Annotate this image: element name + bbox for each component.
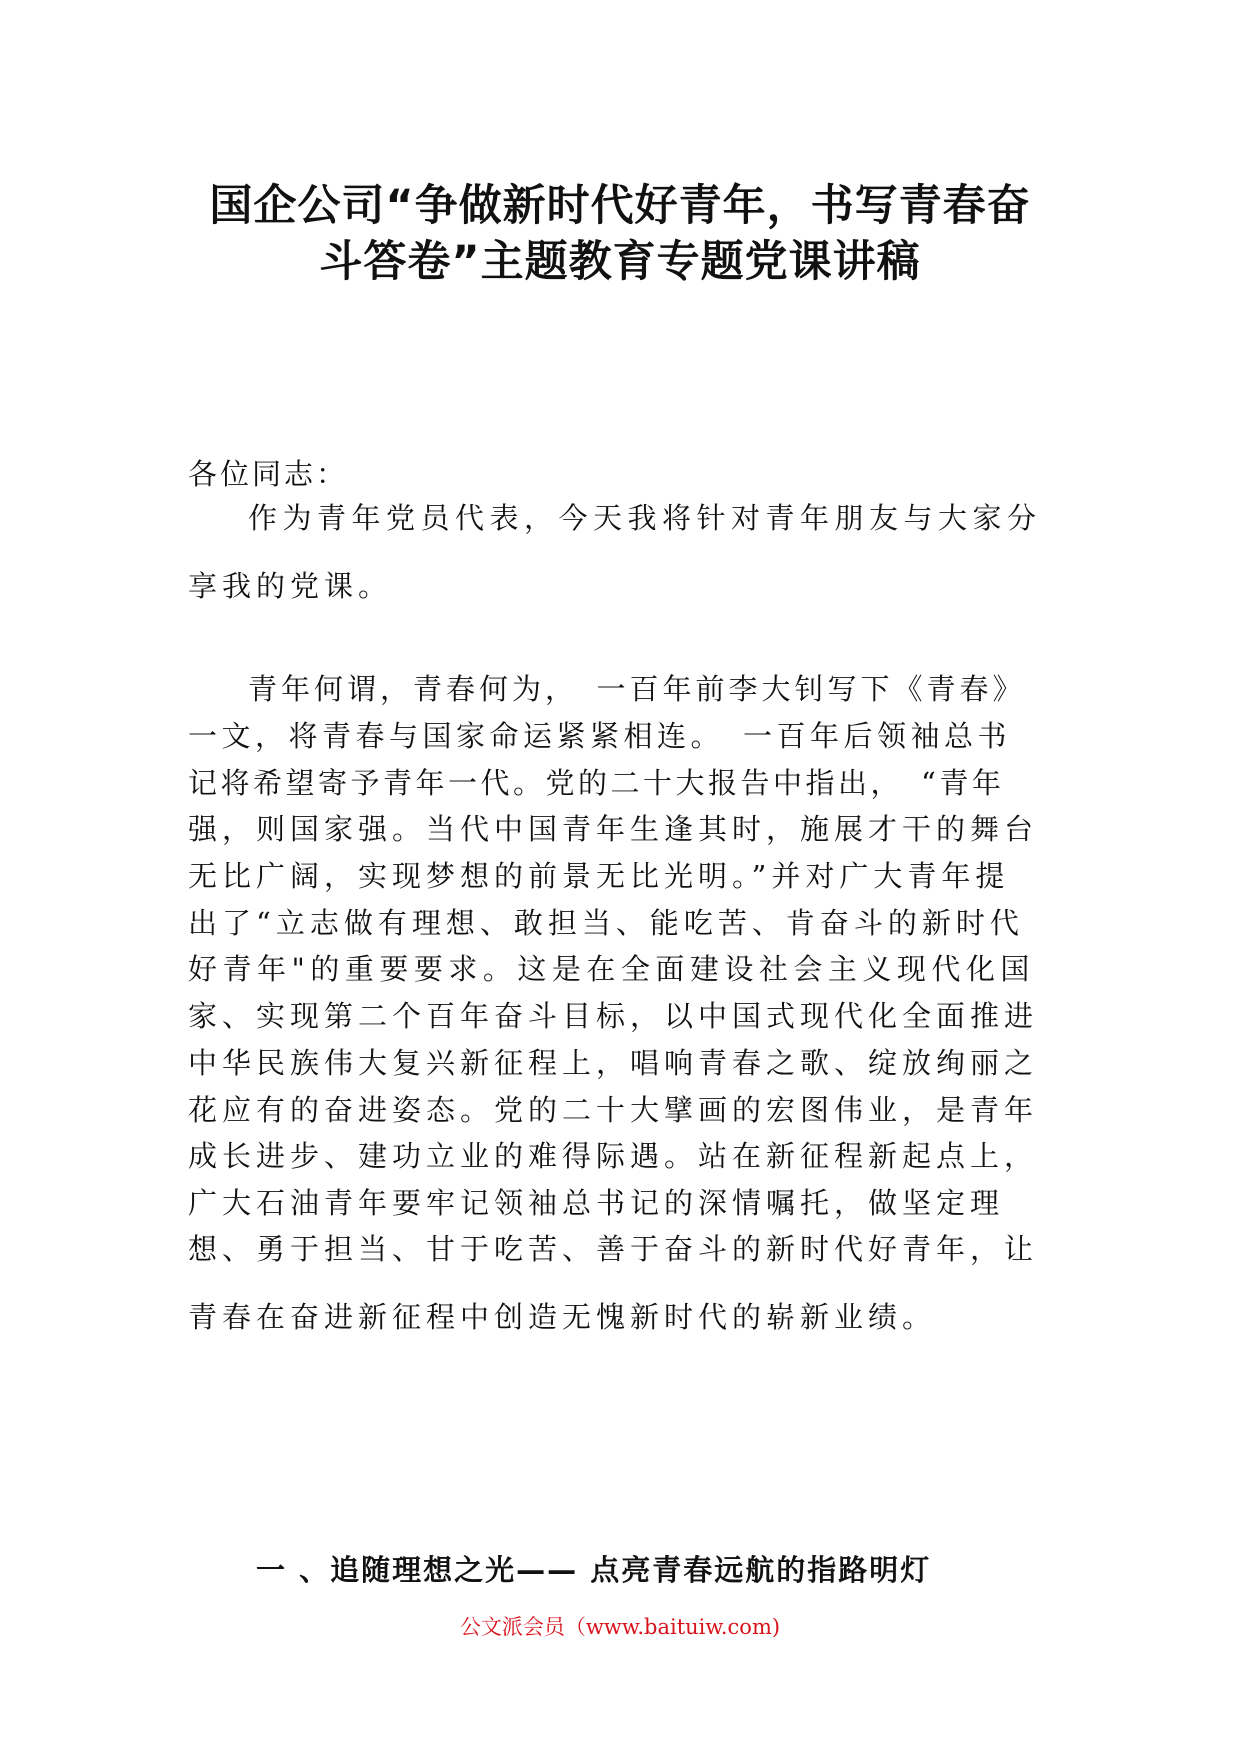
paragraph-2-line-2: 一文，将青春与国家命运紧紧相连。 一百年后领袖总书 (188, 719, 1012, 753)
section-heading: 一 、追随理想之光—— 点亮青春远航的指路明灯 (256, 1553, 932, 1587)
paragraph-2-line-6: 出了“立志做有理想、敢担当、能吃苦、肯奋斗的新时代 (188, 906, 1024, 940)
paragraph-2-line-10: 花应有的奋进姿态。党的二十大擘画的宏图伟业，是青年 (188, 1093, 1039, 1127)
paragraph-2-line-1: 青年何谓，青春何为， 一百年前李大钊写下《青春》 (248, 672, 1026, 706)
paragraph-2-line-3: 记将希望寄予青年一代。党的二十大报告中指出， “青年 (188, 766, 1005, 800)
paragraph-2-line-4: 强，则国家强。当代中国青年生逢其时，施展才干的舞台 (188, 812, 1039, 846)
paragraph-2-line-9: 中华民族伟大复兴新征程上，唱响青春之歌、绽放绚丽之 (188, 1046, 1039, 1080)
paragraph-1-line-1: 作为青年党员代表，今天我将针对青年朋友与大家分 (248, 501, 1042, 535)
paragraph-2-line-13: 想、勇于担当、甘于吃苦、善于奋斗的新时代好青年，让 (188, 1232, 1039, 1266)
title-line-1: 国企公司“争做新时代好青年，书写青春奋 (209, 181, 1031, 231)
paragraph-2-line-7: 好青年"的重要要求。这是在全面建设社会主义现代化国 (188, 952, 1035, 986)
paragraph-1-line-2: 享我的党课。 (188, 569, 393, 603)
document-title (180, 178, 1060, 290)
paragraph-2-line-5: 无比广阔，实现梦想的前景无比光明。”并对广大青年提 (188, 859, 1010, 893)
paragraph-2-line-11: 成长进步、建功立业的难得际遇。站在新征程新起点上， (188, 1139, 1039, 1173)
paragraph-2-line-8: 家、实现第二个百年奋斗目标，以中国式现代化全面推进 (188, 999, 1039, 1033)
paragraph-2-line-14: 青春在奋进新征程中创造无愧新时代的崭新业绩。 (188, 1300, 937, 1334)
paragraph-2-line-12: 广大石油青年要牢记领袖总书记的深情嘱托，做坚定理 (188, 1186, 1005, 1220)
footer-watermark: 公文派会员（www.baituiw.com) (459, 1615, 781, 1639)
salutation: 各位同志： (188, 457, 349, 491)
title-line-2: 斗答卷”主题教育专题党课讲稿 (319, 237, 921, 287)
